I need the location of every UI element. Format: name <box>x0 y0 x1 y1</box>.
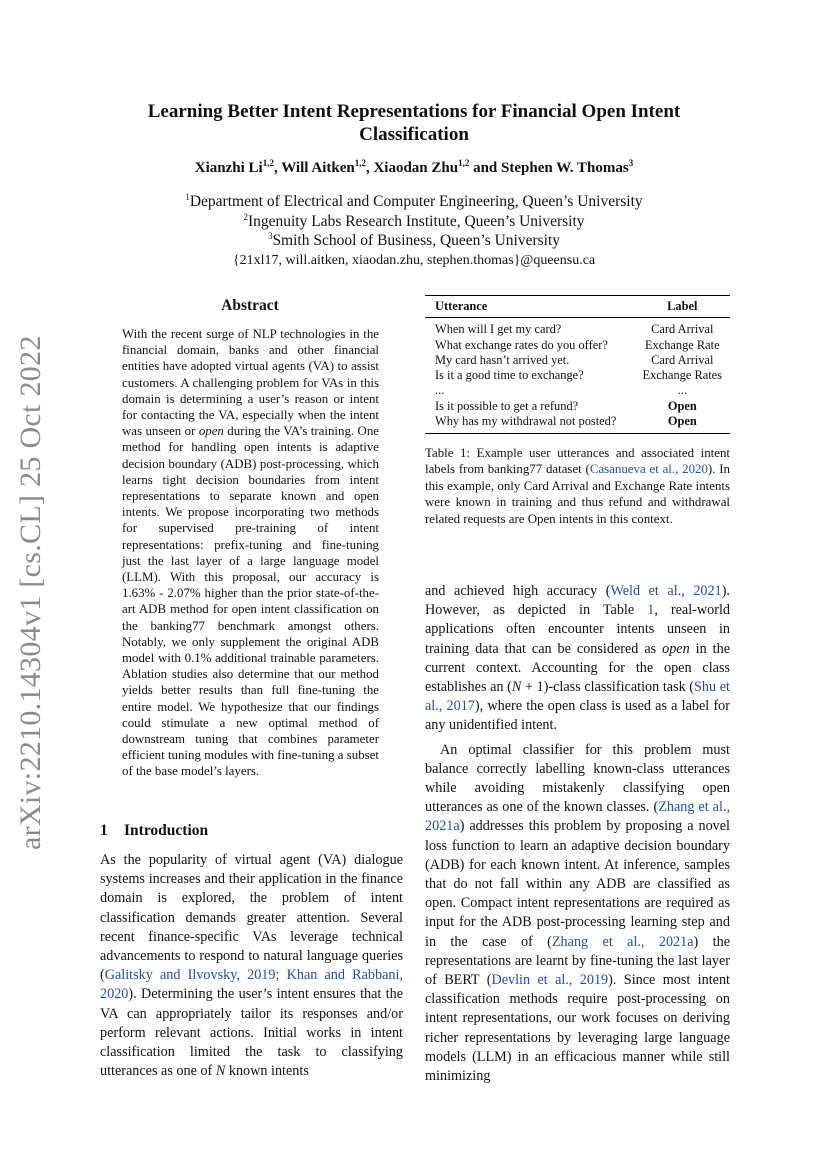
body-emphasis: open <box>662 640 690 657</box>
table-header-label: Label <box>667 299 698 313</box>
utterance-cell: Is it a good time to exchange? <box>435 368 584 383</box>
table-1-caption <box>425 445 730 527</box>
author-name: Will Aitken <box>281 160 355 176</box>
body-text: + 1)-class classification task ( <box>521 679 695 696</box>
affiliation <box>100 231 728 251</box>
table-header-utterance: Utterance <box>435 299 488 313</box>
affil-mark: 2 <box>243 211 248 222</box>
math-symbol: N <box>215 1063 226 1080</box>
intro-paragraph <box>100 851 403 1081</box>
table-1 <box>425 295 730 434</box>
author-name: Stephen W. Thomas <box>501 160 629 176</box>
utterance-cell: My card hasn’t arrived yet. <box>435 352 570 367</box>
utterance-cell: Why has my withdrawal not posted? <box>435 414 617 429</box>
affiliation <box>100 212 728 232</box>
body-text: ) the representations are learnt by fine-tuning the last layer of BERT ( <box>425 933 730 989</box>
citation-link[interactable]: Zhang et al., 2021a <box>425 799 730 835</box>
table-row <box>425 353 730 368</box>
math-symbol: N <box>511 679 522 696</box>
utterance-cell: When will I get my card? <box>435 322 562 337</box>
body-text: ). Since most intent classification methods require post-processing on intent representations, our work focuses on deriving richer representations by leveraging large language models (LLM) in an efficacious manner while still minimizing <box>425 972 730 1085</box>
abstract-text: With the recent surge of NLP technologies in the financial domain, banks and other financial entities have adopted virtual agents (VA) to assist customers. A challenging problem for VAs in this domain is determining a user’s reason or intent for contacting the VA, especially when the intent was unseen or <box>122 327 379 439</box>
body-paragraph <box>425 582 730 736</box>
table-row <box>425 399 730 414</box>
body-text: ) addresses this problem by proposing a novel loss function to learn an adaptive decision boundary (ADB) for each known intent. At inference, samples that do not fall within any ADB are classified as open. Compact intent representations are required as input for the ADB post-processing learning step and in the case of ( <box>425 818 730 950</box>
author-affil-mark: 1,2 <box>458 158 470 168</box>
affil-text: Department of Electrical and Computer Engineering, Queen’s University <box>189 193 643 210</box>
caption-text: ). In this example, only Card Arrival and Exchange Rate intents were known in training and thus refund and withdrawal related requests are Open intents in this context. <box>425 462 730 526</box>
affil-text: Ingenuity Labs Research Institute, Queen’s University <box>247 213 585 230</box>
body-text: in the current context. Accounting for the open class establishes an ( <box>425 640 730 696</box>
section-heading <box>100 822 208 840</box>
table-row <box>425 368 730 383</box>
utterance-cell: Is it possible to get a refund? <box>435 398 579 413</box>
table-row <box>425 338 730 353</box>
arxiv-stamp: arXiv:2210.14304v1 [cs.CL] 25 Oct 2022 <box>14 335 47 850</box>
body-text: and achieved high accuracy ( <box>425 583 611 599</box>
body-text: ). Determining the user’s intent ensures that the VA can appropriately tailor its responses and/or perform relevant actions. Initial works in intent classification limited the task to classifying utterances as one of <box>100 986 403 1080</box>
table-reference-link[interactable]: 1 <box>647 602 655 619</box>
author-emails: {21xl17, will.aitken, xiaodan.zhu, stephen.thomas}@queensu.ca <box>232 253 596 268</box>
body-text: ). However, as depicted in Table <box>425 583 730 619</box>
body-text: known intents <box>225 1063 309 1080</box>
author-list <box>100 160 728 177</box>
section-number: 1 <box>100 822 108 839</box>
label-cell: Open <box>667 414 697 429</box>
body-text: , real-world applications often encounter intents unseen in training data that can be considered as <box>425 602 730 657</box>
table-header-row <box>425 296 730 318</box>
table-row <box>425 383 730 398</box>
author-affil-mark: 1,2 <box>262 158 274 168</box>
body-text: An optimal classifier for this problem must balance correctly labelling known-class utterances while avoiding mistakenly classifying open utterances as one of the known classes. ( <box>425 741 730 816</box>
affiliation <box>100 192 728 212</box>
label-cell: Exchange Rate <box>644 337 720 352</box>
intro-right-column <box>425 582 730 1086</box>
affil-mark: 3 <box>267 230 273 241</box>
author-separator: , <box>273 160 282 176</box>
author-affil-mark: 1,2 <box>354 158 366 168</box>
label-cell: Card Arrival <box>651 352 714 367</box>
abstract-body <box>122 326 379 780</box>
abstract-emphasis: open <box>198 424 224 439</box>
author-separator: , <box>365 160 374 176</box>
body-text: As the popularity of virtual agent (VA) dialogue systems increases and their application in the finance domain is explored, the problem of intent classification demands greater attention. Several recent finance-specific VAs leverage technical advancements to respond to natural language queries ( <box>100 852 403 984</box>
citation-link[interactable]: Zhang et al., 2021a <box>551 933 694 950</box>
citation-link[interactable]: Shu et al., 2017 <box>425 679 730 715</box>
paper-title: Learning Better Intent Representations for Financial Open Intent Classification <box>147 101 681 145</box>
label-cell: Card Arrival <box>651 322 714 337</box>
author-affil-mark: 3 <box>628 158 634 168</box>
citation-link[interactable]: Galitsky and Ilvovsky, 2019; Khan and Rabbani, 2020 <box>100 967 403 1003</box>
citation-link[interactable]: Casanueva et al., 2020 <box>589 462 708 477</box>
abstract-text: during the VA’s training. One method for handling open intents is adaptive decision boundary (ADB) post-processing, which learns tight decision boundaries from intent representations to separate known and open intents. We propose incorporating two methods for supervised pre-training of intent representations: prefix-tuning and fine-tuning just the last layer of a large language model (LLM). With this proposal, our accuracy is 1.63% - 2.07% higher than the prior state-of-the-art ADB method for open intent classification on the banking77 benchmark amongst others. Notably, we only supplement the original ADB model with 0.1% additional trainable parameters. Ablation studies also determine that our method yields better results than full fine-tuning the entire model. We hypothesize that our findings could stimulate a new optimal method of downstream tuning that combines parameter efficient tuning modules with fine-tuning a subset of the base model’s layers. <box>122 424 380 779</box>
affil-text: Smith School of Business, Queen’s University <box>272 232 561 249</box>
body-paragraph <box>425 741 730 1087</box>
citation-link[interactable]: Weld et al., 2021 <box>610 583 722 599</box>
abstract-heading: Abstract <box>221 297 279 314</box>
table-row <box>425 414 730 434</box>
label-cell: ... <box>677 383 687 398</box>
body-text: ), where the open class is used as a label for any unidentified intent. <box>425 698 730 734</box>
citation-link[interactable]: Devlin et al., 2019 <box>491 972 609 989</box>
author-name: Xiaodan Zhu <box>373 160 459 176</box>
label-cell: Open <box>667 398 697 413</box>
section-title: Introduction <box>124 822 209 839</box>
utterance-cell: What exchange rates do you offer? <box>435 337 608 352</box>
label-cell: Exchange Rates <box>642 368 723 383</box>
caption-text: Table 1: Example user utterances and associated intent labels from banking77 dataset ( <box>425 446 730 477</box>
author-separator: and <box>469 160 502 176</box>
table-row <box>425 318 730 338</box>
utterance-cell: ... <box>435 383 445 398</box>
author-name: Xianzhi Li <box>194 160 263 176</box>
affil-mark: 1 <box>185 191 190 202</box>
